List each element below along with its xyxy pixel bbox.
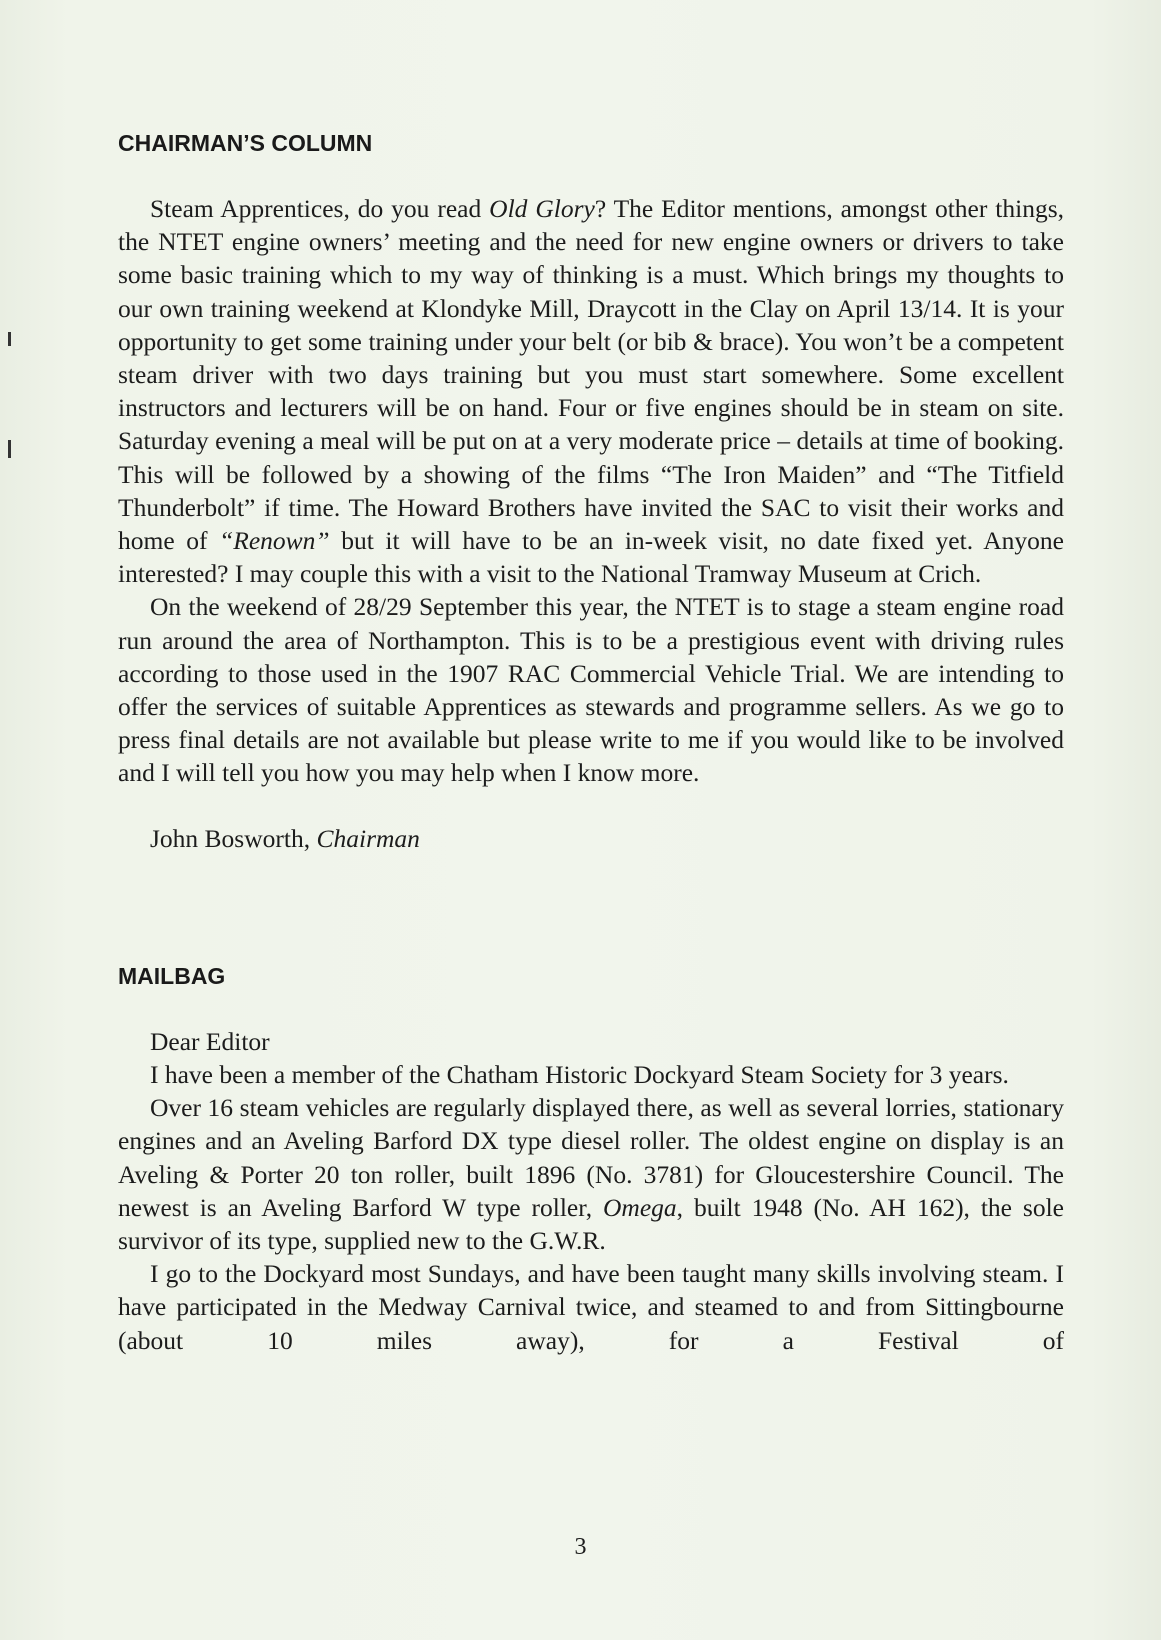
margin-mark xyxy=(8,332,11,346)
text-run: Steam Apprentices, do you read xyxy=(150,194,490,223)
chairman-signature xyxy=(118,822,1064,855)
margin-mark xyxy=(8,440,11,458)
chairman-paragraph-2: On the weekend of 28/29 September this year, the NTET is to stage a steam engine road run around the area of Northampton. This is to be a prestigious event with driving rules according to those used in the 1907 RAC Commercial Vehicle Trial. We are intending to offer the services of suitable Apprentices as stewards and programme sellers. As we go to press final details are not available but please write to me if you would like to be involved and I will tell you how you may help when I know more. xyxy=(118,592,1064,788)
text-run: but it will have to be an in-week visit, no date fixed yet. Anyone interested? I may couple this with a visit to the National Tramway Museum at Crich. xyxy=(118,526,1064,589)
engine-name: “Renown” xyxy=(219,526,330,556)
mailbag-paragraph-1: I have been a member of the Chatham Historic Dockyard Steam Society for 3 years. xyxy=(150,1060,1009,1090)
mailbag-salutation: Dear Editor xyxy=(150,1026,270,1056)
publication-title: Old Glory xyxy=(489,194,595,223)
text-run: , built 1948 (No. AH 162), the sole survivor of its type, supplied new to the G.W.R. xyxy=(118,1192,1064,1256)
chairman-heading: CHAIRMAN’S COLUMN xyxy=(118,130,373,156)
chairman-paragraph-1 xyxy=(118,192,1064,590)
mailbag-paragraph-2 xyxy=(118,1091,1064,1257)
engine-name: Omega xyxy=(603,1192,677,1222)
signature-name: John Bosworth, xyxy=(150,823,317,853)
mailbag-heading: MAILBAG xyxy=(118,962,226,989)
text-run: ? The Editor mentions, amongst other things, the NTET engine owners’ meeting and the need for new engine owners or drivers to take some basic training which to my way of thinking is a must. Which brings my thoughts to our own training weekend at Klondyke Mill, Draycott in the Clay on April 13/14. It is your opportunity to get some training under your belt (or bib & brace). You won’t be a competent steam driver with two days training but you must start somewhere. Some excellent instructors and lecturers will be on hand. Four or five engines should be in steam on site. Saturday evening a meal will be put on at a very moderate price – details at time of booking. This will be followed by a showing of the films “The Iron Maiden” and “The Titfield Thunderbolt” if time. The Howard Brothers have invited the SAC to visit their works and home of xyxy=(118,194,1064,556)
mailbag-paragraph-3: I go to the Dockyard most Sundays, and have been taught many skills involving steam. I have participated in the Medway Carnival twice, and steamed to and from Sittingbourne (about 10 miles away), for a Festival of xyxy=(118,1259,1064,1355)
signature-title: Chairman xyxy=(316,823,420,853)
article-body xyxy=(118,128,1064,1357)
text-run: Over 16 steam vehicles are regularly displayed there, as well as several lorries, stationary engines and an Aveling Barford DX type diesel roller. The oldest engine on display is an Aveling & Porter 20 ton roller, built 1896 (No. 3781) for Gloucestershire Council. The newest is an Aveling Barford W type roller, xyxy=(118,1093,1064,1222)
page-number: 3 xyxy=(574,1534,587,1560)
